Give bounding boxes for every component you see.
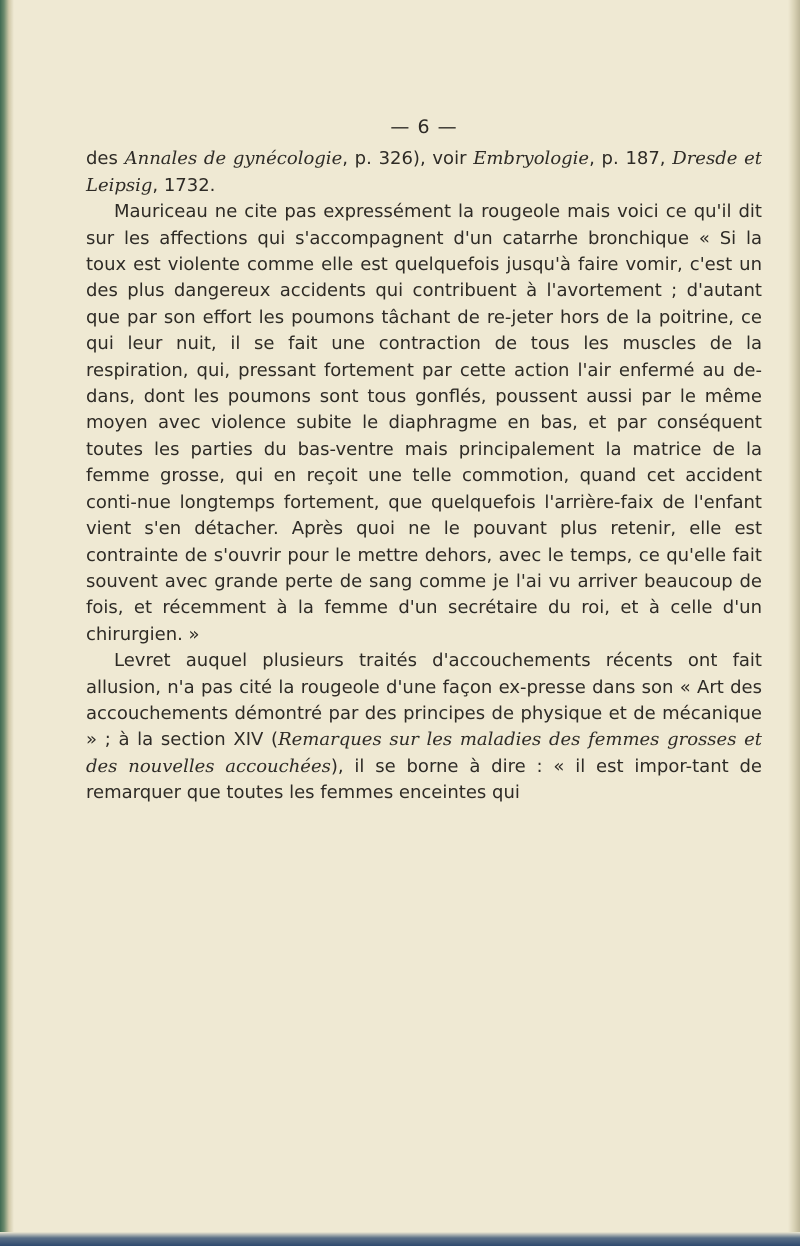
page-number: — 6 —: [390, 116, 458, 138]
text-segment: , 1732.: [152, 174, 216, 196]
paragraph-3: [86, 648, 762, 806]
paragraph-2: [86, 199, 762, 648]
paragraph-1: [86, 146, 762, 199]
page-content: [86, 114, 762, 807]
page-right-edge: [788, 0, 800, 1246]
page-bottom-edge: [0, 1232, 800, 1246]
text-segment: Mauriceau ne cite pas expressément la rougeole mais voici ce qu'il dit sur les affections qui s'accompagnent d'un catarrhe bronchique « Si la toux est violente comme elle est quelquefois jusqu'à faire vomir, c'est un des plus dangereux accidents qui contribuent à l'avortement ; d'autant que par son effort les poumons tâchant de re-jeter hors de la poitrine, ce qui leur nuit, il se fait une contraction de tous les muscles de la respiration, qui, pressant fortement par cette action l'air enfermé au de-dans, dont les poumons sont tous gonflés, poussent aussi par le même moyen avec violence subite le diaphragme en bas, et par conséquent toutes les parties du bas-ventre mais principalement la matrice de la femme grosse, qui en reçoit une telle commotion, quand cet accident conti-nue longtemps fortement, que quelquefois l'arrière-faix de l'enfant vient s'en détacher. Après quoi ne le pouvant plus retenir, elle est contrainte de s'ouvrir pour le mettre dehors, avec le temps, ce qu'elle fait souvent avec grande perte de sang comme je l'ai vu arriver beaucoup de fois, et récemment à la femme d'un secrétaire du roi, et à celle d'un chirurgien. »: [86, 201, 762, 645]
text-segment: des: [86, 148, 125, 170]
page-binding-edge: [0, 0, 14, 1246]
italic-title: Remarques sur les maladies des femmes grosses et des nouvelles accouchées: [86, 729, 763, 777]
italic-title: Annales de gynécologie: [124, 148, 343, 170]
text-segment: ), il se borne à dire : « il est impor-tant de remarquer que toutes les femmes enceintes qui: [86, 755, 762, 804]
text-segment: Levret auquel plusieurs traités d'accouchements récents ont fait allusion, n'a pas cité la rougeole d'une façon ex-presse dans son « Art des accouchements démontré par des principes de physique et de mécanique » ; à la section XIV (: [86, 650, 762, 751]
italic-title: Embryologie: [473, 148, 590, 170]
text-segment: , p. 187,: [589, 148, 673, 170]
italic-title: Dresde et Leipsig: [86, 148, 762, 196]
text-segment: , p. 326), voir: [342, 148, 474, 170]
